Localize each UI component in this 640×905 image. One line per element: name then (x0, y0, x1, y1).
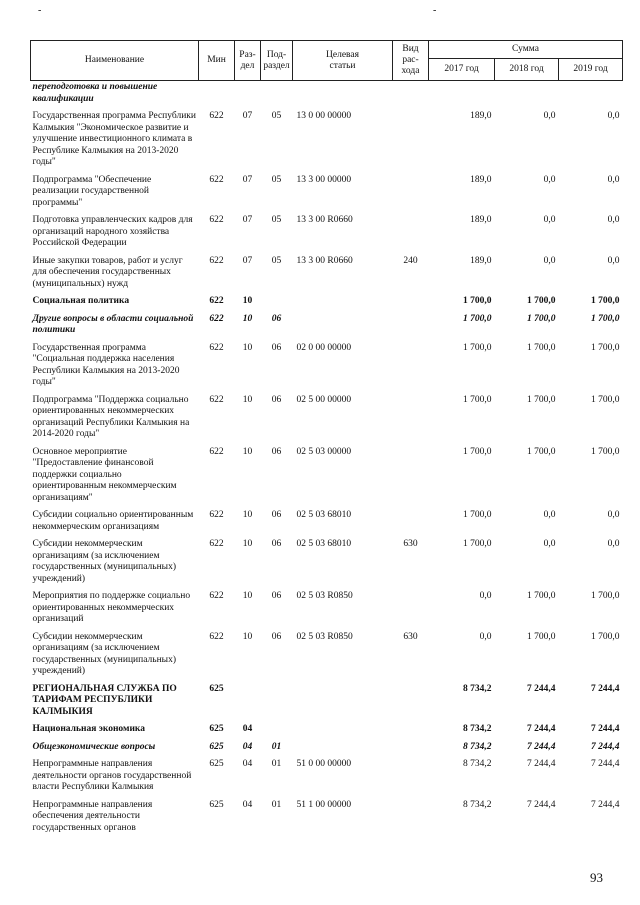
row-kind (393, 110, 429, 170)
row-min: 622 (209, 296, 224, 306)
row-section: 10 (242, 394, 253, 405)
row-2017 (429, 81, 495, 107)
row-subsection: 06 (271, 510, 282, 520)
row-section: 10 (242, 539, 253, 549)
row-target: 02 0 00 00000 (296, 342, 352, 353)
row-target: 51 1 00 00000 (296, 799, 352, 810)
table-row (31, 313, 623, 338)
row-2019: 1 700,0 (591, 446, 620, 457)
row-2017: 8 734,2 (463, 683, 492, 694)
row-2017: 189,0 (470, 174, 492, 185)
row-kind (393, 214, 429, 251)
row-min: 625 (209, 724, 224, 734)
row-2018: 1 700,0 (527, 313, 556, 324)
row-2017: 1 700,0 (463, 510, 492, 520)
row-subsection: 06 (271, 591, 282, 601)
row-2018: 1 700,0 (527, 342, 556, 353)
row-2019: 1 700,0 (591, 296, 620, 306)
row-name: переподготовка и повышение квалификации (32, 82, 158, 104)
row-2017: 189,0 (470, 255, 492, 266)
row-min: 622 (209, 394, 224, 405)
row-2019: 0,0 (607, 215, 620, 225)
table-row (31, 631, 623, 679)
table-row (31, 342, 623, 390)
row-kind: 630 (403, 631, 418, 642)
row-subsection: 06 (271, 394, 282, 405)
row-kind: 240 (403, 255, 418, 266)
row-subsection: 06 (271, 342, 282, 353)
row-2019: 1 700,0 (591, 394, 620, 405)
page-number: 93 (590, 870, 603, 885)
table-row (31, 295, 623, 309)
row-kind (393, 723, 429, 737)
row-2019: 7 244,4 (591, 741, 620, 752)
row-section: 10 (242, 591, 253, 601)
row-2018: 0,0 (543, 510, 556, 520)
row-section: 04 (242, 799, 253, 810)
row-name: Подготовка управленческих кадров для организаций народного хозяйства Российской Федерации (32, 215, 193, 248)
row-section: 07 (242, 174, 253, 185)
row-target (293, 295, 393, 309)
row-2018: 7 244,4 (527, 683, 556, 694)
row-2019: 1 700,0 (591, 631, 620, 642)
row-subsection: 05 (271, 215, 282, 225)
row-section: 04 (242, 741, 253, 752)
table-row (31, 394, 623, 442)
table-body (31, 81, 623, 840)
row-section: 04 (242, 724, 253, 734)
row-2017: 189,0 (470, 215, 492, 225)
row-2018: 1 700,0 (527, 394, 556, 405)
row-2019: 7 244,4 (591, 799, 620, 810)
table-row (31, 174, 623, 211)
row-target (293, 683, 393, 720)
row-subsection (261, 723, 293, 737)
row-kind (393, 758, 429, 795)
row-2018: 1 700,0 (527, 446, 556, 457)
row-subsection (261, 295, 293, 309)
row-2018: 1 700,0 (527, 591, 556, 601)
row-target (293, 723, 393, 737)
row-2018: 7 244,4 (527, 724, 556, 734)
row-name: Непрограммные направления деятельности органов государственной власти Республики Калмыкия (32, 759, 192, 792)
row-subsection (261, 683, 293, 720)
row-kind (393, 295, 429, 309)
row-2018: 0,0 (543, 215, 556, 225)
row-2018 (495, 81, 559, 107)
row-kind: 630 (403, 539, 418, 549)
table-row (31, 590, 623, 627)
row-2017: 8 734,2 (463, 741, 492, 752)
row-kind (393, 446, 429, 506)
row-2017: 1 700,0 (463, 394, 492, 405)
row-2019 (559, 81, 623, 107)
row-min: 622 (209, 215, 224, 225)
row-2018: 0,0 (543, 539, 556, 549)
row-section: 10 (242, 342, 253, 353)
row-subsection: 06 (271, 539, 282, 549)
row-2017: 1 700,0 (463, 446, 492, 457)
row-section: 07 (242, 111, 253, 121)
row-kind (393, 81, 429, 107)
budget-table (30, 40, 623, 839)
header-subsection: Под- раздел (261, 41, 293, 81)
table-row (31, 758, 623, 795)
row-2018: 7 244,4 (527, 741, 556, 752)
row-2019: 0,0 (607, 255, 620, 266)
row-2019: 1 700,0 (591, 591, 620, 601)
row-kind (393, 174, 429, 211)
row-2017: 1 700,0 (463, 342, 492, 353)
header-2017: 2017 год (429, 59, 495, 81)
row-name: РЕГИОНАЛЬНАЯ СЛУЖБА ПО ТАРИФАМ РЕСПУБЛИКИ КАЛМЫКИЯ (32, 683, 177, 717)
table-row (31, 723, 623, 737)
row-subsection: 06 (271, 446, 282, 457)
row-2018: 1 700,0 (527, 631, 556, 642)
row-2017: 0,0 (479, 631, 492, 642)
row-target: 02 5 00 00000 (296, 394, 352, 405)
row-2019: 1 700,0 (591, 313, 620, 324)
row-min: 622 (209, 510, 224, 520)
header-min: Мин (199, 41, 235, 81)
row-2018: 7 244,4 (527, 799, 556, 810)
row-subsection: 01 (271, 799, 282, 810)
row-2017: 1 700,0 (463, 313, 492, 324)
table-row (31, 214, 623, 251)
row-subsection: 05 (271, 255, 282, 266)
row-subsection: 06 (271, 631, 282, 642)
header-section: Раз- дел (235, 41, 261, 81)
row-kind (393, 590, 429, 627)
row-subsection: 05 (271, 174, 282, 185)
row-2019: 7 244,4 (591, 683, 620, 694)
row-2017: 8 734,2 (463, 799, 492, 810)
table-row (31, 110, 623, 170)
table-row (31, 509, 623, 534)
row-target (293, 741, 393, 755)
header-sum: Сумма (429, 41, 623, 59)
row-kind (393, 799, 429, 836)
row-2019: 7 244,4 (591, 759, 620, 769)
row-kind (393, 741, 429, 755)
row-min: 625 (209, 683, 224, 694)
row-name: Основное мероприятие "Предоставление финансовой поддержки социально ориентированным некоммерческим организациям" (32, 446, 177, 503)
row-target: 13 3 00 00000 (296, 174, 352, 185)
table-row (31, 538, 623, 586)
row-2017: 0,0 (479, 591, 492, 601)
row-min: 622 (209, 539, 224, 549)
row-name: Национальная экономика (32, 724, 146, 734)
row-2019: 0,0 (607, 539, 620, 549)
row-min: 625 (209, 759, 224, 769)
row-min: 625 (209, 799, 224, 810)
row-subsection: 05 (271, 111, 282, 121)
row-min: 625 (209, 741, 224, 752)
row-target (293, 81, 393, 107)
row-target: 13 3 00 R0660 (296, 215, 353, 225)
row-section: 10 (242, 296, 253, 306)
row-name: Социальная политика (32, 296, 130, 306)
row-name: Субсидии некоммерческим организациям (за исключением государственных (муниципальных) учреждений) (32, 631, 176, 676)
table-row (31, 683, 623, 720)
row-section (235, 81, 261, 107)
row-min: 622 (209, 342, 224, 353)
row-kind (393, 313, 429, 338)
row-2017: 8 734,2 (463, 724, 492, 734)
row-2018: 1 700,0 (527, 296, 556, 306)
row-name: Субсидии социально ориентированным некоммерческим организациям (32, 510, 194, 532)
row-kind (393, 394, 429, 442)
row-min: 622 (209, 631, 224, 642)
row-2017: 1 700,0 (463, 296, 492, 306)
row-target: 13 0 00 00000 (296, 111, 352, 121)
row-min: 622 (209, 313, 224, 324)
header-name: Наименование (31, 41, 199, 81)
row-section: 10 (242, 313, 253, 324)
row-target: 02 5 03 R0850 (296, 591, 353, 601)
row-name: Подпрограмма "Обеспечение реализации государственной программы" (32, 174, 152, 208)
row-min: 622 (209, 591, 224, 601)
header-2018: 2018 год (495, 59, 559, 81)
row-kind (393, 509, 429, 534)
table-row (31, 799, 623, 836)
row-target: 02 5 03 R0850 (296, 631, 353, 642)
table-row (31, 446, 623, 506)
row-name: Мероприятия по поддержке социально ориентированных некоммерческих организаций (32, 591, 191, 624)
row-min: 622 (209, 255, 224, 266)
table-row (31, 741, 623, 755)
row-subsection: 06 (271, 313, 282, 324)
row-2017: 189,0 (470, 111, 492, 121)
row-subsection (261, 81, 293, 107)
row-target: 02 5 03 00000 (296, 446, 352, 457)
row-2019: 0,0 (607, 111, 620, 121)
row-2019: 1 700,0 (591, 342, 620, 353)
row-kind (393, 342, 429, 390)
row-name: Подпрограмма "Поддержка социально ориентированных некоммерческих организаций Республики Калмыкия на 2014-2020 годы" (32, 394, 190, 439)
row-target (293, 313, 393, 338)
row-target: 02 5 03 68010 (296, 510, 352, 520)
row-2019: 0,0 (607, 174, 620, 185)
top-mark-left: - (38, 5, 42, 16)
row-2018: 0,0 (543, 174, 556, 185)
row-target: 51 0 00 00000 (296, 759, 352, 769)
row-section: 10 (242, 510, 253, 520)
row-2017: 1 700,0 (463, 539, 492, 549)
row-min: 622 (209, 174, 224, 185)
top-mark-right: - (433, 5, 437, 16)
row-subsection: 01 (271, 741, 282, 752)
row-section: 10 (242, 631, 253, 642)
row-min (199, 81, 235, 107)
row-min: 622 (209, 446, 224, 457)
row-name: Иные закупки товаров, работ и услуг для обеспечения государственных (муниципальных) нужд (32, 255, 183, 289)
header-2019: 2019 год (559, 59, 623, 81)
row-name: Общеэкономические вопросы (32, 741, 156, 752)
row-name: Непрограммные направления обеспечения деятельности государственных органов (32, 799, 153, 833)
row-2018: 0,0 (543, 255, 556, 266)
row-target: 02 5 03 68010 (296, 539, 352, 549)
row-section: 07 (242, 215, 253, 225)
table-row (31, 255, 623, 292)
row-section: 07 (242, 255, 253, 266)
row-name: Другие вопросы в области социальной политики (32, 313, 194, 335)
header-target: Целевая статьи (293, 41, 393, 81)
row-min: 622 (209, 111, 224, 121)
row-section: 10 (242, 446, 253, 457)
row-2018: 7 244,4 (527, 759, 556, 769)
header-kind: Вид рас- хода (393, 41, 429, 81)
row-name: Государственная программа Республики Калмыкия "Экономическое развитие и улучшение инвестиционного климата в Республике Калмыкия на 2013-2020 годы" (32, 111, 196, 167)
row-2019: 7 244,4 (591, 724, 620, 734)
row-2019: 0,0 (607, 510, 620, 520)
row-2018: 0,0 (543, 111, 556, 121)
row-section: 04 (242, 759, 253, 769)
table-row (31, 81, 623, 107)
row-2017: 8 734,2 (463, 759, 492, 769)
row-name: Субсидии некоммерческим организациям (за исключением государственных (муниципальных) учреждений) (32, 539, 176, 584)
row-subsection: 01 (271, 759, 282, 769)
row-target: 13 3 00 R0660 (296, 255, 353, 266)
row-section (235, 683, 261, 720)
row-name: Государственная программа "Социальная поддержка населения Республики Калмыкия на 2013-2020 годы" (32, 342, 180, 387)
row-kind (393, 683, 429, 720)
